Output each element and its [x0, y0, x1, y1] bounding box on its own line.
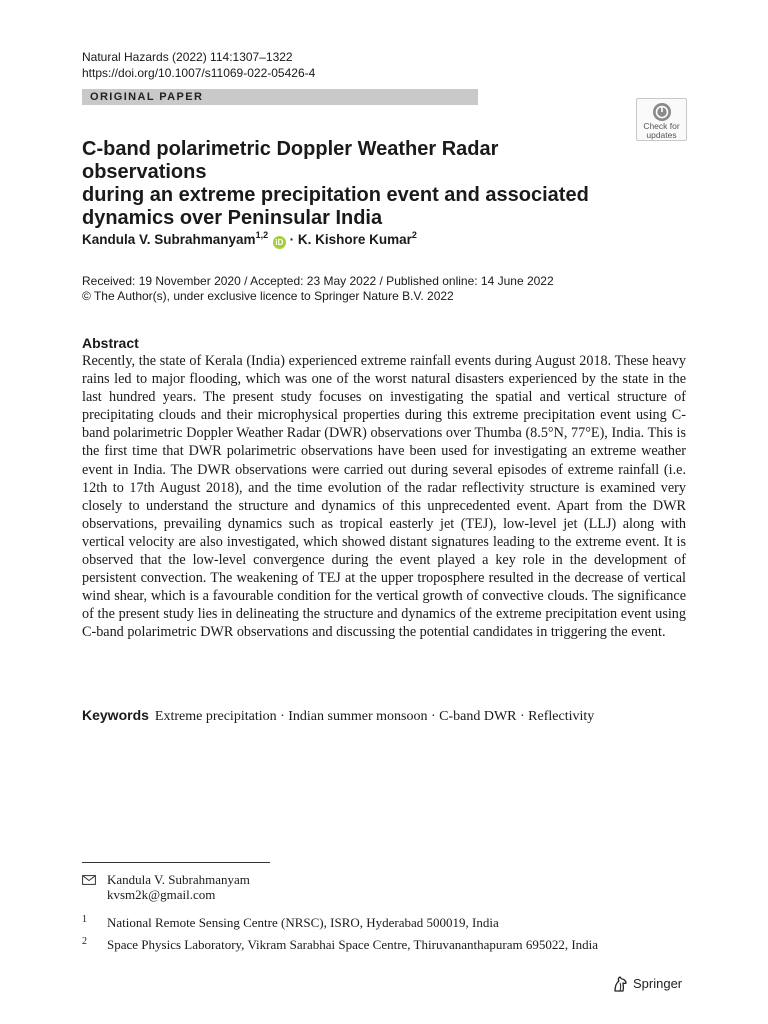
author-list [82, 231, 417, 249]
paper-type-bar [82, 89, 478, 105]
article-title [82, 138, 622, 230]
affiliation-text: Space Physics Laboratory, Vikram Sarabhai Space Centre, Thiruvananthapuram 695022, India [107, 937, 599, 952]
footnote-divider [82, 862, 270, 863]
author-affiliation-marker: 1,2 [255, 230, 269, 240]
check-for-updates-badge[interactable] [636, 98, 687, 141]
keywords-label: Keywords [82, 707, 149, 723]
publisher-name: Springer [633, 976, 683, 991]
author-name[interactable]: Kandula V. Subrahmanyam [82, 232, 256, 247]
title-line: during an extreme precipitation event and associated [82, 184, 589, 206]
affiliation-number: 2 [82, 936, 87, 947]
keywords-list: Extreme precipitation · Indian summer monsoon · C-band DWR · Reflectivity [154, 709, 595, 724]
abstract-heading: Abstract [82, 335, 139, 351]
abstract-text: Recently, the state of Kerala (India) experienced extreme rainfall events during August 2018. These heavy rains led to major flooding, which was one of the worst natural disasters experienced by the state in the last hundred years. The present study focuses on investigating the spatial and vertical structure of precipitating clouds and their microphysical properties during this extreme precipitation event using C-band polarimetric Doppler Weather Radar (DWR) observations over Thumba (8.5°N, 77°E), India. This is the first time that DWR polarimetric observations have been used for investigating an extreme weather event in India. The DWR observations were carried out during several episodes of extreme rainfall (i.e. 12th to 17th August 2018), and the time evolution of the radar reflectivity structure is examined very closely to understand the structure and dynamics of this unprecedented event. Apart from the DWR observations, prevailing dynamics such as tropical easterly jet (TEJ), low-level jet (LLJ) along with vertical velocity are also investigated, which showed distant signatures leading to the extreme event. It is observed that the low-level convergence during the event played a key role in the development of persistent convection. The weakening of TEJ at the upper troposphere resulted in the decrease of vertical wind shear, which is a favourable condition for the vertical growth of convective clouds. The significance of the present study lies in delineating the structure and dynamics of the extreme precipitation event using C-band polarimetric DWR observations and discussing the potential candidates in triggering the event. [82, 353, 686, 641]
publication-dates: Received: 19 November 2020 / Accepted: 23 May 2022 / Published online: 14 June 2022 [82, 274, 554, 288]
affiliation-number: 1 [82, 914, 87, 925]
doi-link[interactable]: https://doi.org/10.1007/s11069-022-05426-4 [82, 66, 316, 80]
affiliation-text: National Remote Sensing Centre (NRSC), ISRO, Hyderabad 500019, India [107, 915, 499, 930]
badge-text-line1: Check for [643, 121, 680, 131]
badge-text-line2: updates [646, 129, 677, 140]
springer-logo [612, 975, 682, 993]
title-line: C-band polarimetric Doppler Weather Radar observations [82, 138, 499, 183]
author-affiliation-marker: 2 [411, 230, 417, 240]
paper-type-label: ORIGINAL PAPER [90, 91, 204, 103]
journal-citation: Natural Hazards (2022) 114:1307–1322 [82, 50, 293, 64]
correspondent-email[interactable]: kvsm2k@gmail.com [107, 887, 216, 902]
author-separator: · [289, 232, 295, 247]
springer-horse-icon [612, 976, 628, 993]
title-line: dynamics over Peninsular India [82, 207, 383, 229]
envelope-icon[interactable] [82, 875, 96, 885]
author-name[interactable]: K. Kishore Kumar [297, 232, 412, 247]
correspondent-name: Kandula V. Subrahmanyam [107, 872, 250, 887]
orcid-icon[interactable]: iD [273, 236, 286, 249]
check-for-updates-icon [652, 102, 672, 122]
keywords-line [82, 706, 702, 726]
copyright-notice: © The Author(s), under exclusive licence to Springer Nature B.V. 2022 [82, 289, 454, 303]
